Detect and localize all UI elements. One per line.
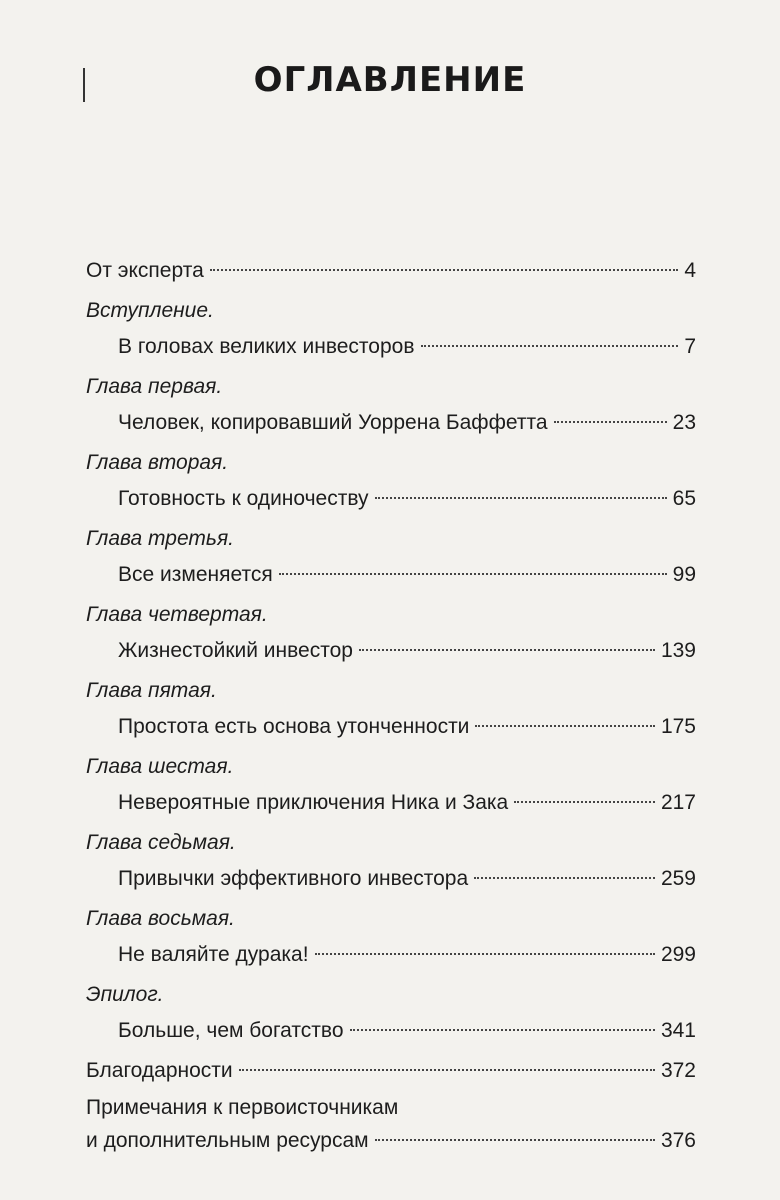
toc-entry-label: От эксперта <box>86 259 204 282</box>
toc-entry-expert[interactable] <box>86 253 696 289</box>
toc-entry-chapter-4[interactable] <box>86 633 696 669</box>
dot-leader <box>279 573 667 575</box>
toc-page-number: 7 <box>684 335 696 358</box>
toc-entry-label: и дополнительным ресурсам <box>86 1129 369 1152</box>
toc-entry-notes[interactable] <box>86 1123 696 1159</box>
toc-entry-label: В головах великих инвесторов <box>118 335 415 358</box>
toc-page-number: 341 <box>660 1019 696 1042</box>
dot-leader <box>375 497 667 499</box>
dot-leader <box>475 725 655 727</box>
toc-page-number: 217 <box>660 791 696 814</box>
dot-leader <box>375 1139 655 1141</box>
page-title: ОГЛАВЛЕНИЕ <box>253 60 527 100</box>
toc-section-heading: Вступление. <box>86 299 214 322</box>
dot-leader <box>350 1029 655 1031</box>
toc-section-heading: Глава шестая. <box>86 755 234 778</box>
toc-entry-label: Привычки эффективного инвестора <box>118 867 469 890</box>
toc-entry-chapter-2[interactable] <box>86 481 696 517</box>
toc-section-heading: Глава третья. <box>86 527 235 550</box>
toc-entry-notes-line1[interactable] <box>86 1093 696 1123</box>
toc-entry-intro[interactable] <box>86 329 696 365</box>
toc-entry-label: Жизнестойкий инвестор <box>118 639 353 662</box>
dot-leader <box>554 421 667 423</box>
toc-entry-epilogue[interactable] <box>86 1013 696 1049</box>
toc-page-number: 4 <box>684 259 696 282</box>
toc-section-heading: Глава пятая. <box>86 679 217 702</box>
table-of-contents <box>86 253 696 1159</box>
dot-leader <box>239 1069 655 1071</box>
toc-page-number: 376 <box>660 1129 696 1152</box>
toc-page-number: 259 <box>660 867 696 890</box>
toc-entry-label: Благодарности <box>86 1059 233 1082</box>
toc-section-heading: Глава четвертая. <box>86 603 268 626</box>
toc-entry-chapter-7[interactable] <box>86 861 696 897</box>
dot-leader <box>514 801 655 803</box>
dot-leader <box>359 649 655 651</box>
toc-page-number: 23 <box>672 411 696 434</box>
toc-section-heading: Глава вторая. <box>86 451 229 474</box>
toc-page-number: 99 <box>672 563 696 586</box>
toc-entry-label: Не валяйте дурака! <box>118 943 309 966</box>
toc-entry-label: Простота есть основа утонченности <box>118 715 470 738</box>
dot-leader <box>315 953 655 955</box>
toc-page-number: 372 <box>660 1059 696 1082</box>
toc-section-heading: Глава седьмая. <box>86 831 236 854</box>
toc-entry-chapter-3[interactable] <box>86 557 696 593</box>
toc-entry-label: Все изменяется <box>118 563 273 586</box>
toc-section-heading: Глава первая. <box>86 375 223 398</box>
dot-leader <box>474 877 655 879</box>
toc-page-number: 65 <box>672 487 696 510</box>
toc-entry-label: Больше, чем богатство <box>118 1019 344 1042</box>
dot-leader <box>421 345 679 347</box>
toc-entry-chapter-5[interactable] <box>86 709 696 745</box>
toc-entry-label: Человек, копировавший Уоррена Баффетта <box>118 411 548 434</box>
toc-entry-label: Примечания к первоисточникам <box>86 1096 399 1119</box>
toc-entry-chapter-6[interactable] <box>86 785 696 821</box>
toc-entry-label: Готовность к одиночеству <box>118 487 369 510</box>
dot-leader <box>210 269 679 271</box>
toc-entry-chapter-8[interactable] <box>86 937 696 973</box>
toc-entry-acknowledgements[interactable] <box>86 1053 696 1089</box>
toc-page-number: 299 <box>660 943 696 966</box>
toc-section-heading: Глава восьмая. <box>86 907 235 930</box>
toc-page-number: 139 <box>660 639 696 662</box>
toc-entry-chapter-1[interactable] <box>86 405 696 441</box>
toc-entry-label: Невероятные приключения Ника и Зака <box>118 791 509 814</box>
toc-page-number: 175 <box>660 715 696 738</box>
toc-section-heading: Эпилог. <box>86 983 164 1006</box>
